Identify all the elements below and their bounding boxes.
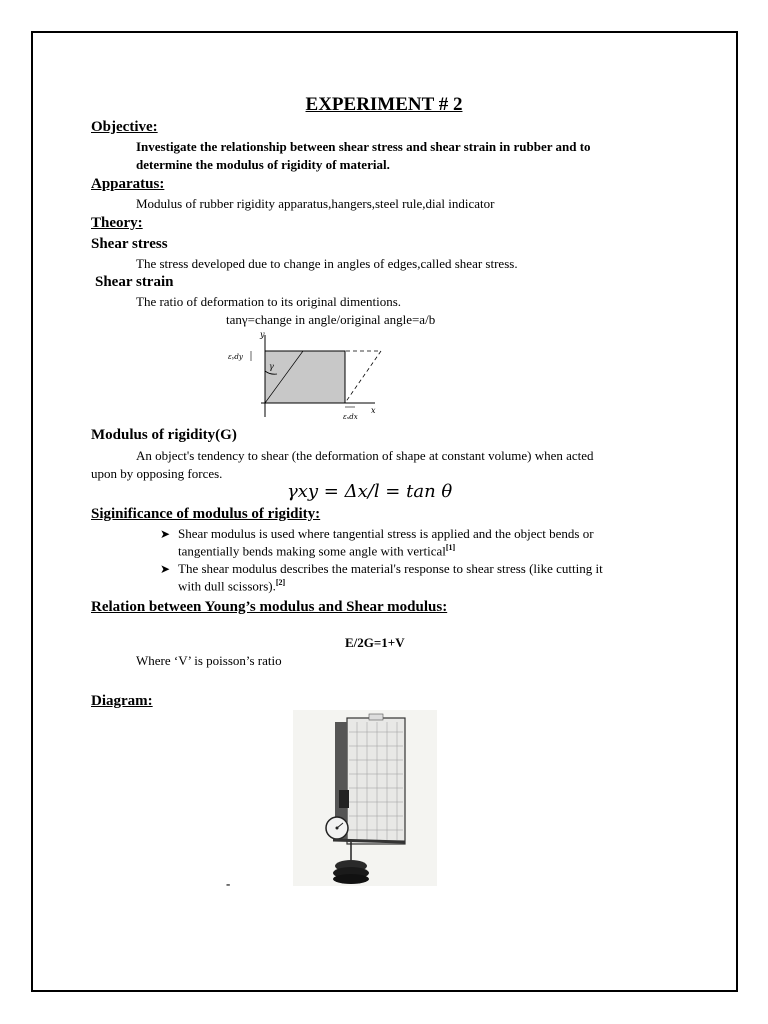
significance-bullet-1	[160, 526, 594, 542]
relation-note: Where ‘V’ is poisson’s ratio	[136, 653, 282, 668]
apparatus-illustration	[293, 710, 437, 886]
bullet-2-line1: The shear modulus describes the material's response to shear stress (like cutting it	[178, 561, 603, 576]
shear-stress-heading: Shear stress	[91, 236, 168, 252]
photo-caption: -	[226, 876, 231, 891]
objective-text-line2: determine the modulus of rigidity of material.	[136, 157, 390, 172]
significance-bullet-2-cont	[178, 578, 285, 594]
backboard	[347, 718, 405, 844]
bullet-2-line2: with dull scissors).	[178, 578, 276, 594]
relation-equation: E/2G=1+V	[345, 635, 405, 650]
shear-stress-text: The stress developed due to change in angles of edges,called shear stress.	[136, 256, 518, 271]
bullet-1-line1: Shear modulus is used where tangential stress is applied and the object bends or	[178, 526, 594, 541]
clamp	[339, 790, 349, 808]
shear-strain-diagram	[225, 327, 390, 422]
base-bar	[333, 840, 405, 842]
reference-2[interactable]: [2]	[275, 578, 286, 587]
apparatus-photo	[293, 710, 437, 886]
theory-heading: Theory:	[91, 215, 143, 231]
gamma-label: γ	[269, 362, 274, 371]
reference-1[interactable]: [1]	[445, 543, 456, 552]
experiment-title: EXPERIMENT # 2	[305, 94, 463, 115]
significance-heading: Siginificance of modulus of rigidity:	[91, 506, 321, 522]
arrow-bullet-icon: ➤	[160, 562, 171, 576]
significance-bullet-1-cont	[178, 543, 455, 559]
objective-text-line1: Investigate the relationship between shear stress and shear strain in rubber and to	[136, 139, 591, 154]
y-axis-label: y	[260, 330, 265, 339]
modulus-formula: γxy = Δx/l = tan θ	[287, 481, 453, 502]
apparatus-heading: Apparatus:	[91, 176, 165, 192]
significance-bullet-2	[160, 561, 603, 577]
shear-strain-formula: tanγ=change in angle/original angle=a/b	[226, 312, 436, 327]
arrow-bullet-icon: ➤	[160, 527, 171, 541]
modulus-text-line2: upon by opposing forces.	[91, 466, 223, 481]
shear-strain-text: The ratio of deformation to its original dimentions.	[136, 294, 402, 309]
apparatus-text: Modulus of rubber rigidity apparatus,hangers,steel rule,dial indicator	[136, 196, 495, 211]
x-axis-label: x	[371, 406, 376, 415]
modulus-text-line1: An object's tendency to shear (the deformation of shape at constant volume) when acted	[136, 448, 594, 463]
objective-heading: Objective:	[91, 119, 158, 135]
weight-3	[333, 874, 369, 884]
relation-heading: Relation between Young’s modulus and Shear modulus:	[91, 599, 448, 615]
dx-label: εₓdx	[343, 413, 358, 421]
top-clip	[369, 714, 383, 720]
diagram-heading: Diagram:	[91, 693, 153, 709]
shear-strain-heading: Shear strain	[95, 274, 174, 290]
dy-label: εᵧdy	[228, 353, 243, 361]
modulus-heading: Modulus of rigidity(G)	[91, 427, 237, 443]
bullet-1-line2: tangentially bends making some angle with vertical	[178, 543, 446, 559]
original-shape	[265, 351, 345, 403]
